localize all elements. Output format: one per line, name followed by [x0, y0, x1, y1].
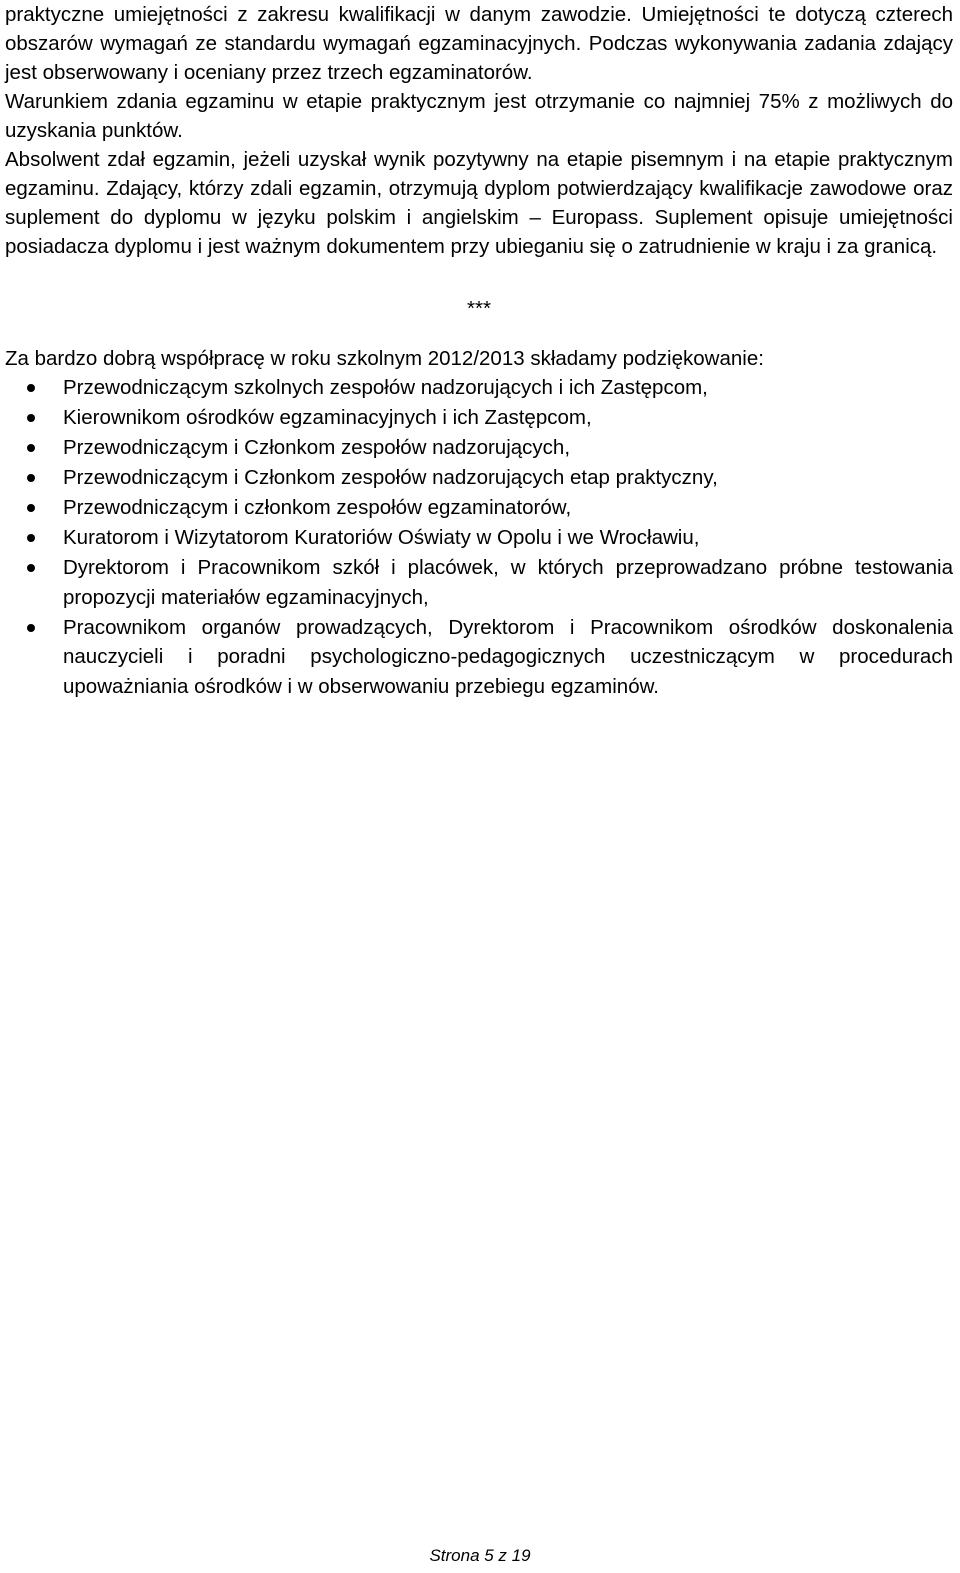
list-item — [5, 613, 953, 702]
page-number-footer: Strona 5 z 19 — [429, 1546, 531, 1565]
list-item — [5, 433, 953, 463]
list-item — [5, 403, 953, 433]
bullet-icon — [27, 444, 35, 452]
bullet-icon — [27, 504, 35, 512]
list-item-text: Pracownikom organów prowadzących, Dyrektorom i Pracownikom ośrodków doskonalenia nauczycieli i poradni psychologiczno-pedagogicznych uczestniczącym w procedurach upoważniania ośrodków i w obserwowaniu przebiegu egzaminów. — [63, 615, 953, 698]
bullet-icon — [27, 384, 35, 392]
paragraph-passing-condition: Warunkiem zdania egzaminu w etapie praktycznym jest otrzymanie co najmniej 75% z możliwych do uzyskania punktów. — [5, 90, 953, 142]
list-item — [5, 463, 953, 493]
list-item — [5, 553, 953, 612]
list-item-text: Kuratorom i Wizytatorom Kuratoriów Oświaty w Opolu i we Wrocławiu, — [63, 526, 700, 549]
paragraph-practical-skills: praktyczne umiejętności z zakresu kwalifikacji w danym zawodzie. Umiejętności te dotyczą czterech obszarów wymagań ze standardu wymagań egzaminacyjnych. Podczas wykonywania zadania zdający jest obserwowany i oceniany przez trzech egzaminatorów. — [5, 3, 953, 84]
list-item — [5, 493, 953, 523]
bullet-icon — [27, 624, 35, 632]
bullet-icon — [27, 534, 35, 542]
bullet-icon — [27, 414, 35, 422]
list-item — [5, 373, 953, 403]
thanks-list — [5, 373, 953, 701]
list-item-text: Przewodniczącym i członkom zespołów egzaminatorów, — [63, 496, 572, 519]
section-separator: *** — [467, 297, 491, 320]
list-item-text: Przewodniczącym i Członkom zespołów nadzorujących, — [63, 436, 571, 459]
list-item-text: Przewodniczącym i Członkom zespołów nadzorujących etap praktyczny, — [63, 466, 718, 489]
list-item — [5, 523, 953, 553]
list-item-text: Dyrektorom i Pracownikom szkół i placówek, w których przeprowadzano próbne testowania propozycji materiałów egzaminacyjnych, — [63, 556, 953, 609]
bullet-icon — [27, 474, 35, 482]
bullet-icon — [27, 564, 35, 572]
list-item-text: Przewodniczącym szkolnych zespołów nadzorujących i ich Zastępcom, — [63, 376, 708, 399]
paragraph-diploma: Absolwent zdał egzamin, jeżeli uzyskał wynik pozytywny na etapie pisemnym i na etapie praktycznym egzaminu. Zdający, którzy zdali egzamin, otrzymują dyplom potwierdzający kwalifikacje zawodowe oraz suplement do dyplomu w języku polskim i angielskim – Europass. Suplement opisuje umiejętności posiadacza dyplomu i jest ważnym dokumentem przy ubieganiu się o zatrudnienie w kraju i za granicą. — [5, 148, 953, 258]
thanks-intro: Za bardzo dobrą współpracę w roku szkolnym 2012/2013 składamy podziękowanie: — [5, 347, 764, 370]
list-item-text: Kierownikom ośrodków egzaminacyjnych i ich Zastępcom, — [63, 406, 592, 429]
document-page — [5, 0, 953, 702]
